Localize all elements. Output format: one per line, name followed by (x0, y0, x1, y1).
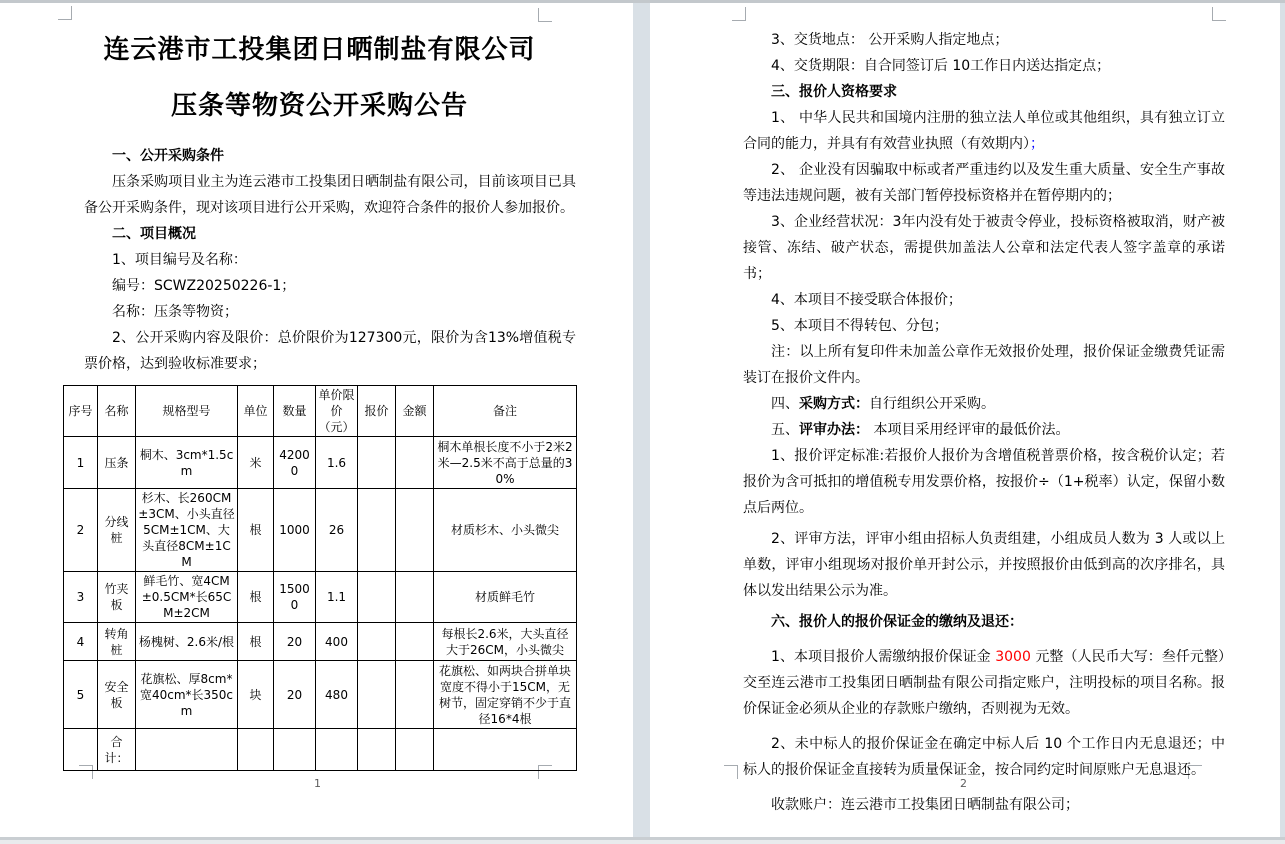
cell-seq: 5 (64, 661, 98, 729)
cell-qty: 42000 (274, 437, 316, 489)
cell-qty (274, 729, 316, 771)
deposit-rule-2: 2、未中标人的报价保证金在确定中标人后 10 个工作日内无息退还；中标人的报价保证金直接转为质量保证金，按合同约定时间原账户无息退还。 (743, 736, 1225, 778)
cell-limit: 400 (316, 623, 358, 661)
cell-name: 竹夹板 (98, 572, 136, 623)
cell-name: 压条 (98, 437, 136, 489)
col-header-spec: 规格型号 (136, 386, 238, 437)
section6-heading: 六、报价人的报价保证金的缴纳及退还： (771, 614, 1023, 630)
page-number-2: 2 (960, 777, 967, 790)
cell-amount-input[interactable] (396, 729, 434, 771)
table-row (64, 437, 577, 489)
col-header-remark: 备注 (434, 386, 577, 437)
cell-spec: 桐木、3cm*1.5cm (136, 437, 238, 489)
cell-seq: 4 (64, 623, 98, 661)
cell-spec: 杉木、长260CM±3CM、小头直径5CM±1CM、大头直径8CM±1CM (136, 489, 238, 572)
cell-limit (316, 729, 358, 771)
section4-label: 采购方式： (799, 396, 869, 412)
section4-prefix: 四、 (771, 396, 799, 412)
cell-spec: 鲜毛竹、宽4CM±0.5CM*长65CM±2CM (136, 572, 238, 623)
project-item2-line: 2、公开采购内容及限价：总价限价为127300元，限价为含13%增值税专票价格，达到验收标准要求； (84, 330, 576, 372)
cell-unit: 根 (238, 489, 274, 572)
cell-qty: 20 (274, 661, 316, 729)
qualification-req-1 (743, 105, 1225, 157)
cell-seq: 3 (64, 572, 98, 623)
cell-name: 转角桩 (98, 623, 136, 661)
cell-quote-input[interactable] (358, 489, 396, 572)
cell-unit: 根 (238, 572, 274, 623)
margin-crop-mark (58, 6, 72, 20)
qualification-req-3: 3、企业经营状况：3年内没有处于被责令停业，投标资格被取消，财产被接管、冻结、破产状态，需提供加盖法人公章和法定代表人签字盖章的承诺书； (743, 214, 1225, 282)
deposit1-text-before: 1、本项目报价人需缴纳报价保证金 (771, 649, 996, 665)
col-header-name: 名称 (98, 386, 136, 437)
cell-spec: 花旗松、厚8cm*宽40cm*长350cm (136, 661, 238, 729)
page-number-1: 1 (314, 777, 321, 790)
cell-quote-input[interactable] (358, 437, 396, 489)
canvas-bottom-border (0, 837, 1285, 844)
table-row (64, 661, 577, 729)
col-header-quote: 报价 (358, 386, 396, 437)
col-header-qty: 数量 (274, 386, 316, 437)
cell-remark (434, 729, 577, 771)
note-paragraph: 注：以上所有复印件未加盖公章作无效报价处理，报价保证金缴费凭证需装订在报价文件内。 (743, 344, 1225, 386)
cell-remark: 花旗松、如两块合拼单块宽度不得小于15CM，无树节，固定穿销不少于直径16*4根 (434, 661, 577, 729)
cell-total-label: 合计： (98, 729, 136, 771)
cell-unit: 米 (238, 437, 274, 489)
col-header-seq: 序号 (64, 386, 98, 437)
table-row (64, 623, 577, 661)
cell-limit: 26 (316, 489, 358, 572)
deposit-amount-highlight: 3000 (995, 649, 1031, 665)
section5-label: 评审办法： (799, 422, 869, 438)
cell-qty: 20 (274, 623, 316, 661)
delivery-deadline-line: 4、交货期限：自合同签订后 10工作日内送达指定点； (771, 58, 1111, 74)
req1-blue-semicolon: ； (1030, 136, 1044, 152)
cell-remark: 每根长2.6米，大头直径大于26CM，小头微尖 (434, 623, 577, 661)
cell-qty: 15000 (274, 572, 316, 623)
cell-quote-input[interactable] (358, 623, 396, 661)
cell-seq: 1 (64, 437, 98, 489)
cell-seq: 2 (64, 489, 98, 572)
cell-remark: 桐木单根长度不小于2米2米—2.5米不高于总量的30% (434, 437, 577, 489)
qualification-req-4: 4、本项目不接受联合体报价； (771, 292, 962, 308)
document-title-line1: 连云港市工投集团日晒制盐有限公司 (103, 35, 536, 65)
col-header-amount: 金额 (396, 386, 434, 437)
cell-qty: 1000 (274, 489, 316, 572)
cell-name: 分线桩 (98, 489, 136, 572)
section5-text: 本项目采用经评审的最低价法。 (869, 422, 1070, 438)
cell-limit: 480 (316, 661, 358, 729)
payee-account-line: 收款账户：连云港市工投集团日晒制盐有限公司； (771, 797, 1079, 813)
table-row (64, 572, 577, 623)
cell-amount-input[interactable] (396, 572, 434, 623)
section4-line (743, 391, 1225, 417)
project-code-line: 编号：SCWZ20250226-1； (112, 278, 296, 294)
cell-limit: 1.6 (316, 437, 358, 489)
cell-unit (238, 729, 274, 771)
section3-heading: 三、报价人资格要求 (771, 84, 897, 100)
margin-crop-mark (732, 7, 746, 21)
cell-amount-input[interactable] (396, 623, 434, 661)
cell-quote-input[interactable] (358, 572, 396, 623)
margin-crop-mark (538, 8, 552, 22)
qualification-req-5: 5、本项目不得转包、分包； (771, 318, 948, 334)
col-header-unit: 单位 (238, 386, 274, 437)
table-header-row (64, 386, 577, 437)
project-name-line: 名称：压条等物资； (112, 304, 238, 320)
cell-unit: 块 (238, 661, 274, 729)
margin-crop-mark (724, 765, 738, 779)
section1-heading: 一、公开采购条件 (112, 148, 224, 164)
cell-remark: 材质杉木、小头微尖 (434, 489, 577, 572)
section5-prefix: 五、 (771, 422, 799, 438)
cell-spec (136, 729, 238, 771)
section4-text: 自行组织公开采购。 (869, 396, 995, 412)
cell-limit: 1.1 (316, 572, 358, 623)
cell-name: 安全板 (98, 661, 136, 729)
table-row (64, 489, 577, 572)
cell-spec: 杨槐树、2.6米/根 (136, 623, 238, 661)
section1-paragraph: 压条采购项目业主为连云港市工投集团日晒制盐有限公司，目前该项目已具备公开采购条件，现对该项目进行公开采购，欢迎符合条件的报价人参加报价。 (84, 174, 576, 216)
cell-amount-input[interactable] (396, 661, 434, 729)
document-title-line2: 压条等物资公开采购公告 (170, 91, 468, 121)
margin-crop-mark (1212, 7, 1226, 21)
document-page-1[interactable] (0, 3, 633, 837)
cell-amount-input[interactable] (396, 437, 434, 489)
cell-unit: 根 (238, 623, 274, 661)
col-header-limit: 单价限价（元） (316, 386, 358, 437)
qualification-req-2: 2、 企业没有因骗取中标或者严重违约以及发生重大质量、安全生产事故等违法违规问题，被有关部门暂停投标资格并在暂停期内的； (743, 162, 1225, 204)
cell-quote-input[interactable] (358, 729, 396, 771)
evaluation-rule-2: 2、评审方法，评审小组由招标人负责组建，小组成员人数为 3 人或以上单数，评审小组现场对报价单开封公示，并按照报价由低到高的次序排名，具体以发出结果公示为准。 (743, 531, 1225, 599)
req1-text: 1、 中华人民共和国境内注册的独立法人单位或其他组织，具有独立订立合同的能力，并具有有效营业执照（有效期内） (743, 110, 1225, 152)
goods-table (63, 385, 577, 771)
cell-remark: 材质鲜毛竹 (434, 572, 577, 623)
table-total-row (64, 729, 577, 771)
cell-amount-input[interactable] (396, 489, 434, 572)
cell-seq (64, 729, 98, 771)
cell-quote-input[interactable] (358, 661, 396, 729)
deposit-rule-1 (743, 644, 1225, 722)
evaluation-rule-1: 1、报价评定标准:若报价人报价为含增值税普票价格，按含税价认定；若报价为含可抵扣的增值税专用发票价格，按报价÷（1+税率）认定，保留小数点后两位。 (743, 448, 1225, 516)
deposit1-text-after: 元整（人民币大写：叁仟元整）交至连云港市工投集团日晒制盐有限公司指定账户，注明投标的项目名称。报价保证金必须从企业的存款账户缴纳，否则视为无效。 (743, 649, 1226, 717)
section2-heading: 二、项目概况 (112, 226, 196, 242)
document-page-2[interactable] (650, 3, 1280, 837)
section5-line (743, 417, 1225, 443)
delivery-place-line: 3、交货地点： 公开采购人指定地点； (771, 32, 1009, 48)
project-item1-line: 1、项目编号及名称： (112, 252, 247, 268)
